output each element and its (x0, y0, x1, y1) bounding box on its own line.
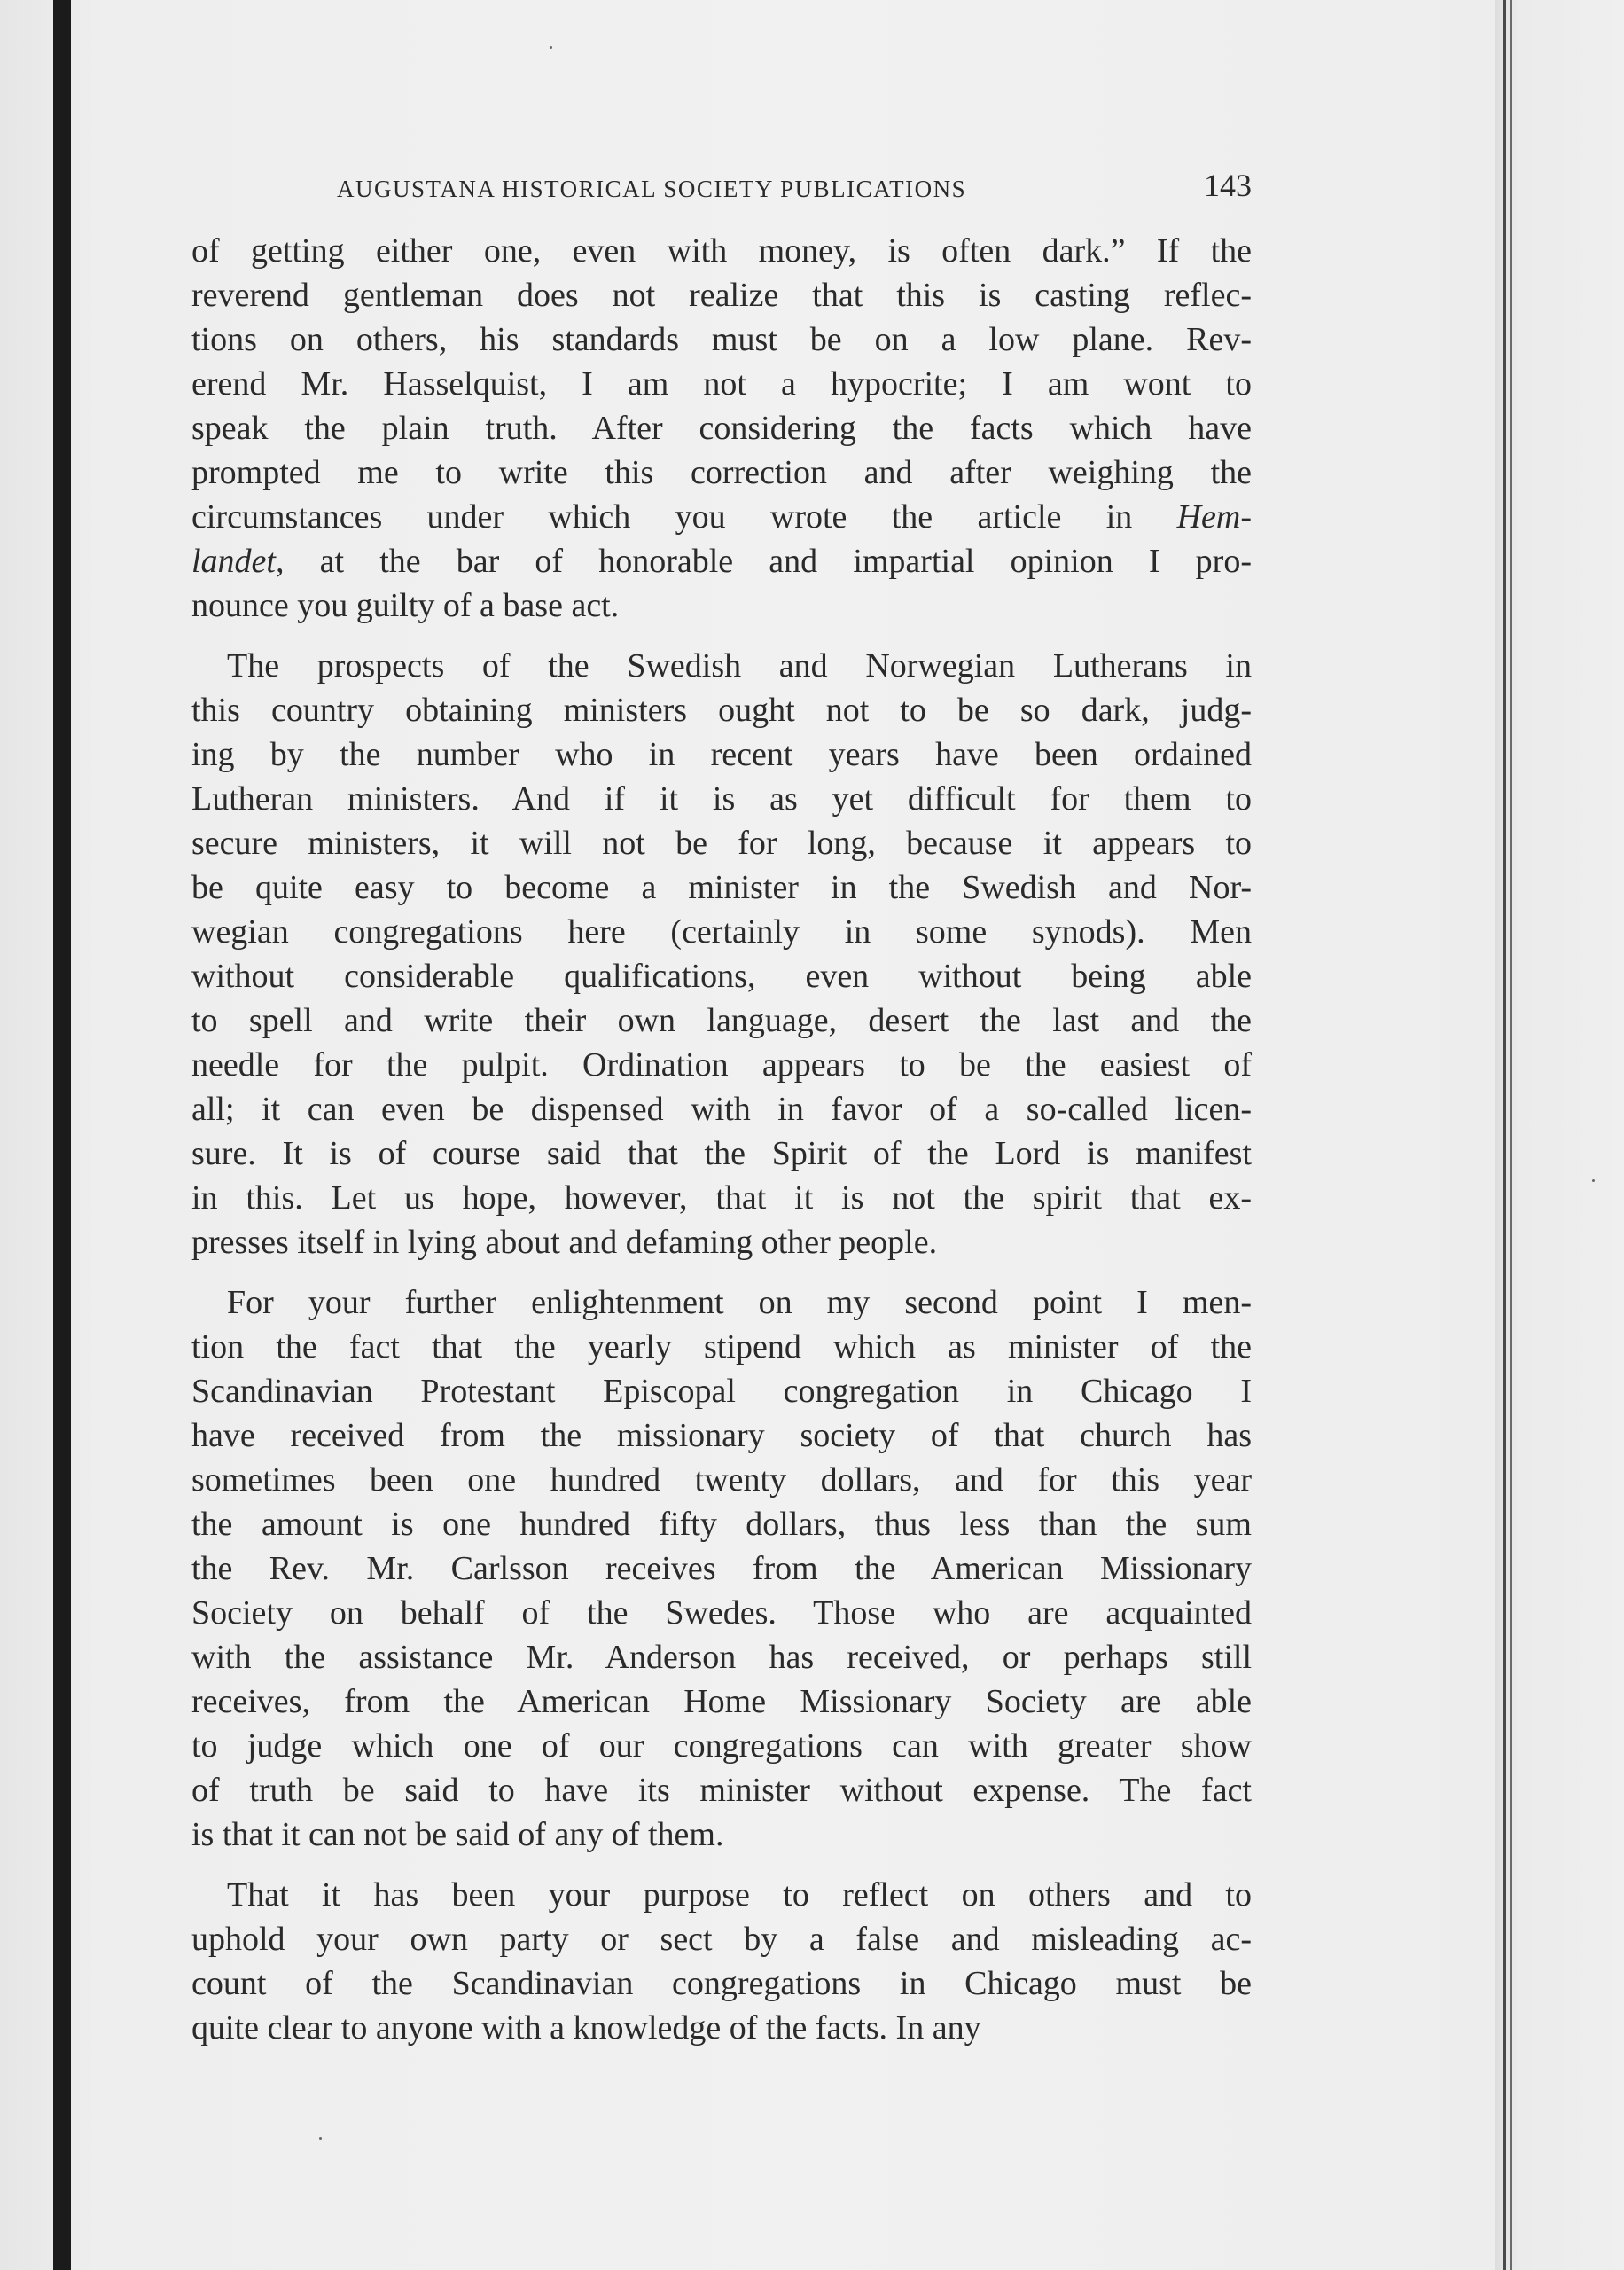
text-line (191, 1458, 1252, 1502)
text-run: speak the plain truth. After considering the facts which have (191, 410, 1252, 447)
text-run: tions on others, his standards must be on a low plane. Rev- (191, 321, 1252, 358)
text-line (191, 821, 1252, 865)
text-run: sure. It is of course said that the Spirit of the Lord is manifest (191, 1135, 1252, 1172)
text-line (191, 539, 1252, 583)
text-line (191, 1131, 1252, 1176)
page-number: 143 (1204, 168, 1252, 203)
text-line (191, 998, 1252, 1043)
text-run: Scandinavian Protestant Episcopal congregation in Chicago I (191, 1373, 1252, 1410)
text-line (191, 688, 1252, 732)
text-line (191, 1724, 1252, 1768)
text-run: of getting either one, even with money, is often dark.” If the (191, 232, 1252, 270)
text-run: without considerable qualifications, even without being able (191, 958, 1252, 995)
text-run: presses itself in lying about and defaming other people. (191, 1224, 938, 1261)
text-line (191, 450, 1252, 495)
text-line (191, 1280, 1252, 1325)
text-run: For your further enlightenment on my second point I men- (227, 1284, 1252, 1321)
text-line (191, 1369, 1252, 1413)
text-run: erend Mr. Hasselquist, I am not a hypocrite; I am wont to (191, 365, 1252, 403)
text-run: in this. Let us hope, however, that it is not the spirit that ex- (191, 1179, 1252, 1217)
text-line (191, 273, 1252, 317)
text-line (191, 583, 1252, 628)
italic-text: landet, (191, 543, 285, 580)
text-run: uphold your own party or sect by a false and misleading ac- (191, 1921, 1252, 1958)
text-run: have received from the missionary society of that church has (191, 1417, 1252, 1454)
body-text (191, 229, 1252, 2050)
text-line (191, 362, 1252, 406)
text-run: of truth be said to have its minister without expense. The fact (191, 1772, 1252, 1809)
text-line (191, 229, 1252, 273)
scan-speck (319, 2137, 322, 2140)
text-line (191, 1413, 1252, 1458)
paragraph (191, 1873, 1252, 2050)
text-line (191, 1768, 1252, 1812)
text-line (191, 1546, 1252, 1591)
text-line (191, 1873, 1252, 1917)
text-run: needle for the pulpit. Ordination appears to be the easiest of (191, 1046, 1252, 1084)
text-run: count of the Scandinavian congregations in Chicago must be (191, 1965, 1252, 2002)
italic-text: Hem- (1176, 498, 1252, 536)
text-line (191, 1679, 1252, 1724)
text-run: quite clear to anyone with a knowledge of the facts. In any (191, 2009, 981, 2047)
text-line (191, 1502, 1252, 1546)
text-run: The prospects of the Swedish and Norwegian Lutherans in (227, 647, 1252, 685)
text-run: circumstances under which you wrote the article in (191, 498, 1177, 536)
text-line (191, 1043, 1252, 1087)
text-run: this country obtaining ministers ought not to be so dark, judg- (191, 692, 1252, 729)
text-line (191, 910, 1252, 954)
paragraph-gap (191, 628, 1252, 644)
text-run: Lutheran ministers. And if it is as yet difficult for them to (191, 780, 1252, 818)
paragraph-gap (191, 1264, 1252, 1280)
text-run: nounce you guilty of a base act. (191, 587, 620, 624)
text-line (191, 1176, 1252, 1220)
text-line (191, 644, 1252, 688)
text-run: to spell and write their own language, desert the last and the (191, 1002, 1252, 1039)
page-edge-rule (1510, 0, 1512, 2270)
text-run: Society on behalf of the Swedes. Those who are acquainted (191, 1594, 1252, 1632)
page-edge-rule (1503, 0, 1506, 2270)
text-run: reverend gentleman does not realize that this is casting reflec- (191, 277, 1252, 314)
text-line (191, 865, 1252, 910)
text-line (191, 1325, 1252, 1369)
text-run: wegian congregations here (certainly in some synods). Men (191, 913, 1252, 951)
text-line (191, 954, 1252, 998)
binding-edge (53, 0, 71, 2270)
paragraph (191, 1280, 1252, 1857)
paragraph-gap (191, 1857, 1252, 1873)
text-line (191, 1961, 1252, 2006)
text-run: all; it can even be dispensed with in favor of a so-called licen- (191, 1091, 1252, 1128)
text-line (191, 1635, 1252, 1679)
text-run: ing by the number who in recent years have been ordained (191, 736, 1252, 773)
text-run: the Rev. Mr. Carlsson receives from the American Missionary (191, 1550, 1252, 1587)
text-run: sometimes been one hundred twenty dollars, and for this year (191, 1461, 1252, 1499)
text-run: tion the fact that the yearly stipend which as minister of the (191, 1328, 1252, 1366)
text-run: prompted me to write this correction and after weighing the (191, 454, 1252, 491)
text-line (191, 777, 1252, 821)
text-line (191, 1812, 1252, 1857)
text-run: be quite easy to become a minister in the Swedish and Nor- (191, 869, 1252, 906)
scan-speck (1592, 1179, 1595, 1182)
text-run: with the assistance Mr. Anderson has received, or perhaps still (191, 1639, 1252, 1676)
text-line (191, 732, 1252, 777)
text-line (191, 1087, 1252, 1131)
text-line (191, 406, 1252, 450)
text-run: to judge which one of our congregations can with greater show (191, 1727, 1252, 1765)
text-line (191, 495, 1252, 539)
paragraph (191, 644, 1252, 1264)
running-head (191, 167, 1252, 211)
page-edge (1495, 0, 1624, 2270)
text-line (191, 317, 1252, 362)
text-run: at the bar of honorable and impartial opinion I pro- (284, 543, 1252, 580)
text-line (191, 1591, 1252, 1635)
text-line (191, 2006, 1252, 2050)
text-line (191, 1220, 1252, 1264)
text-line (191, 1917, 1252, 1961)
running-title: AUGUSTANA HISTORICAL SOCIETY PUBLICATIONS (337, 176, 967, 202)
paragraph (191, 229, 1252, 628)
text-run: secure ministers, it will not be for long, because it appears to (191, 825, 1252, 862)
text-run: receives, from the American Home Missionary Society are able (191, 1683, 1252, 1720)
scan-speck (550, 46, 552, 49)
text-run: is that it can not be said of any of them. (191, 1816, 724, 1853)
text-run: the amount is one hundred fifty dollars, thus less than the sum (191, 1506, 1252, 1543)
text-run: That it has been your purpose to reflect on others and to (227, 1876, 1252, 1914)
